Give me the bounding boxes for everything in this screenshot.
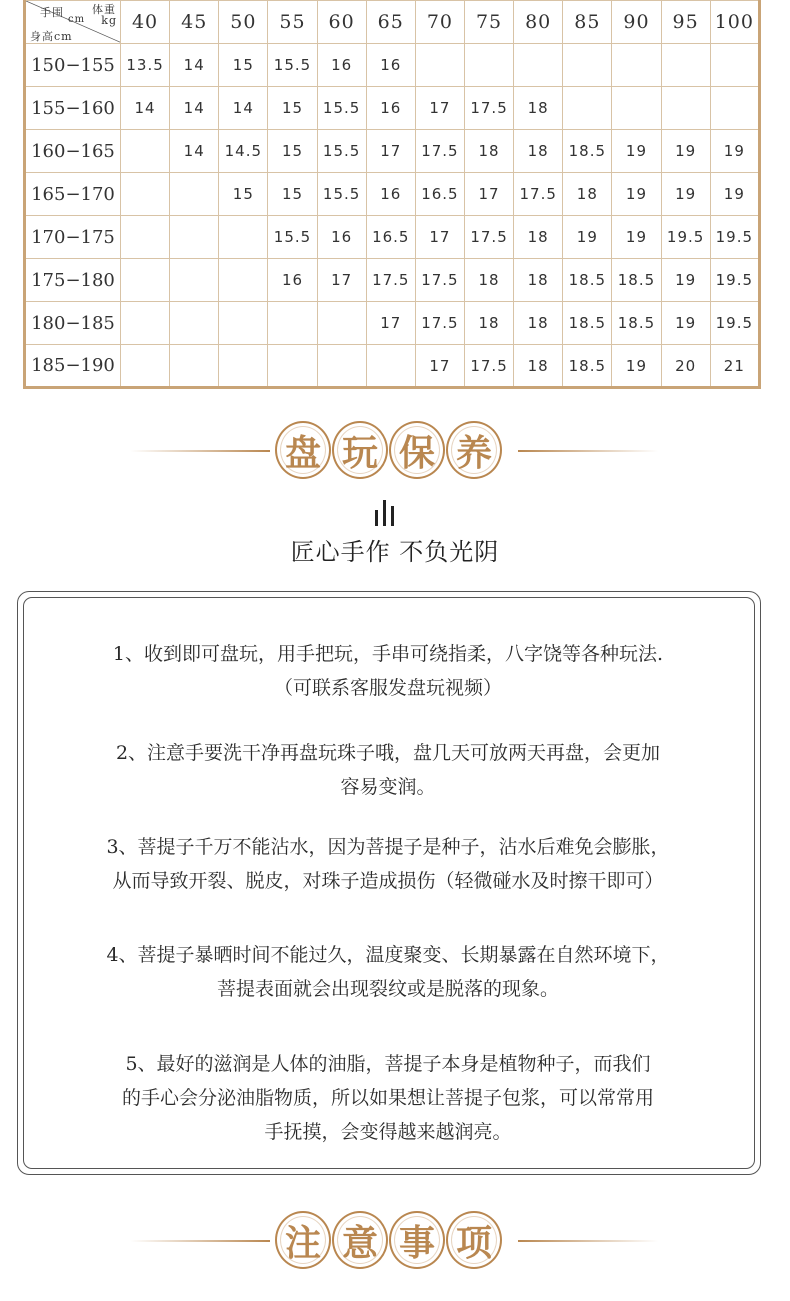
- wrist-size-cell: 17: [415, 87, 464, 130]
- wrist-size-cell: [563, 87, 612, 130]
- wrist-size-cell: 19.5: [710, 259, 759, 302]
- wrist-size-cell: 14: [170, 44, 219, 87]
- wrist-size-cell: [121, 130, 170, 173]
- height-range-cell: 160−165: [25, 130, 121, 173]
- title-char: 项: [446, 1211, 502, 1269]
- wrist-size-cell: 16: [317, 216, 366, 259]
- wrist-size-cell: 17.5: [464, 216, 513, 259]
- wrist-size-cell: 17.5: [415, 302, 464, 345]
- wrist-size-cell: [219, 302, 268, 345]
- wrist-size-cell: 20: [661, 345, 710, 388]
- wrist-size-cell: 13.5: [121, 44, 170, 87]
- title-char: 保: [389, 421, 445, 479]
- wrist-size-cell: [612, 87, 661, 130]
- wrist-size-cell: 16: [366, 87, 415, 130]
- wrist-size-cell: 14.5: [219, 130, 268, 173]
- wrist-size-cell: 17.5: [464, 345, 513, 388]
- wrist-size-cell: [268, 345, 317, 388]
- height-range-cell: 155−160: [25, 87, 121, 130]
- table-header-row: [25, 1, 760, 44]
- wrist-size-cell: 15.5: [268, 216, 317, 259]
- weight-header: 85: [563, 1, 612, 44]
- weight-header: 80: [514, 1, 563, 44]
- wrist-size-cell: [219, 345, 268, 388]
- wrist-size-cell: 19: [612, 130, 661, 173]
- size-row: [25, 259, 760, 302]
- care-section-header: [0, 421, 790, 481]
- decor-bars-icon: [373, 496, 403, 526]
- wrist-size-cell: 19.5: [661, 216, 710, 259]
- height-range-cell: 175−180: [25, 259, 121, 302]
- wrist-size-cell: [170, 345, 219, 388]
- corner-wrist-unit: cm: [68, 14, 86, 25]
- wrist-size-cell: [121, 302, 170, 345]
- size-row: [25, 44, 760, 87]
- title-char: 养: [446, 421, 502, 479]
- wrist-size-cell: 16: [366, 44, 415, 87]
- wrist-size-cell: [170, 302, 219, 345]
- wrist-size-cell: [268, 302, 317, 345]
- wrist-size-cell: 14: [170, 130, 219, 173]
- wrist-size-cell: [661, 87, 710, 130]
- weight-header: 45: [170, 1, 219, 44]
- table-corner-cell: [25, 1, 121, 44]
- tip-line: 容易变润。: [340, 776, 436, 798]
- header-line-right: [518, 1240, 658, 1242]
- wrist-size-cell: 17: [366, 130, 415, 173]
- wrist-size-cell: 18.5: [563, 302, 612, 345]
- wrist-size-cell: 16.5: [415, 173, 464, 216]
- wrist-size-cell: 15: [268, 87, 317, 130]
- wrist-size-cell: [121, 216, 170, 259]
- wrist-size-cell: 18: [514, 216, 563, 259]
- size-row: [25, 173, 760, 216]
- title-char: 注: [275, 1211, 331, 1269]
- height-range-cell: 170−175: [25, 216, 121, 259]
- weight-header: 75: [464, 1, 513, 44]
- wrist-size-cell: 15: [268, 173, 317, 216]
- header-line-right: [518, 450, 658, 452]
- wrist-size-cell: [121, 259, 170, 302]
- wrist-size-cell: 16: [268, 259, 317, 302]
- wrist-size-cell: [612, 44, 661, 87]
- tip-line: 从而导致开裂、脱皮，对珠子造成损伤（轻微碰水及时擦干即可）: [112, 870, 664, 892]
- wrist-size-cell: 15: [219, 173, 268, 216]
- wrist-size-cell: [170, 173, 219, 216]
- wrist-size-cell: [415, 44, 464, 87]
- wrist-size-cell: 19: [661, 259, 710, 302]
- weight-header: 100: [710, 1, 759, 44]
- weight-header: 40: [121, 1, 170, 44]
- wrist-size-cell: 18: [514, 345, 563, 388]
- wrist-size-cell: 18: [514, 87, 563, 130]
- weight-header: 70: [415, 1, 464, 44]
- wrist-size-cell: 16: [366, 173, 415, 216]
- wrist-size-cell: 16: [317, 44, 366, 87]
- wrist-size-cell: 17.5: [514, 173, 563, 216]
- height-range-cell: 185−190: [25, 345, 121, 388]
- wrist-size-cell: 17.5: [464, 87, 513, 130]
- wrist-size-cell: 15: [268, 130, 317, 173]
- size-row: [25, 87, 760, 130]
- wrist-size-cell: 15.5: [317, 87, 366, 130]
- wrist-size-cell: 19: [710, 130, 759, 173]
- wrist-size-cell: 19: [710, 173, 759, 216]
- wrist-size-cell: [317, 345, 366, 388]
- corner-weight-label: 体重: [92, 3, 116, 16]
- weight-header: 95: [661, 1, 710, 44]
- title-char: 意: [332, 1211, 388, 1269]
- care-tip-1: [58, 637, 718, 705]
- wrist-size-cell: [464, 44, 513, 87]
- weight-header: 50: [219, 1, 268, 44]
- wrist-size-cell: 19.5: [710, 302, 759, 345]
- wrist-size-cell: [219, 216, 268, 259]
- notes-section-header: [0, 1211, 790, 1271]
- weight-header: 65: [366, 1, 415, 44]
- wrist-size-cell: [170, 216, 219, 259]
- wrist-size-cell: 15.5: [317, 130, 366, 173]
- wrist-size-cell: 19: [612, 216, 661, 259]
- wrist-size-cell: [121, 173, 170, 216]
- wrist-size-cell: 18: [464, 302, 513, 345]
- title-char: 玩: [332, 421, 388, 479]
- wrist-size-cell: 18: [514, 259, 563, 302]
- wrist-size-cell: 18.5: [563, 259, 612, 302]
- wrist-size-cell: 18.5: [563, 345, 612, 388]
- header-line-left: [130, 450, 270, 452]
- wrist-size-cell: 19: [661, 173, 710, 216]
- wrist-size-cell: 17.5: [415, 259, 464, 302]
- wrist-size-cell: [661, 44, 710, 87]
- wrist-size-cell: 17: [366, 302, 415, 345]
- height-range-cell: 165−170: [25, 173, 121, 216]
- tagline: 匠心手作 不负光阴: [290, 538, 500, 566]
- wrist-size-cell: 15.5: [268, 44, 317, 87]
- wrist-size-cell: 18: [464, 130, 513, 173]
- wrist-size-cell: [366, 345, 415, 388]
- wrist-size-cell: [710, 44, 759, 87]
- wrist-size-cell: [219, 259, 268, 302]
- wrist-size-cell: 17: [415, 216, 464, 259]
- wrist-size-cell: 18: [563, 173, 612, 216]
- care-instructions-box: [17, 591, 761, 1175]
- wrist-size-cell: 14: [121, 87, 170, 130]
- size-chart-table: [23, 0, 761, 389]
- care-tip-2: [58, 736, 718, 804]
- size-row: [25, 130, 760, 173]
- wrist-size-cell: [121, 345, 170, 388]
- height-range-cell: 150−155: [25, 44, 121, 87]
- tip-line: 1、收到即可盘玩，用手把玩，手串可绕指柔，八字饶等各种玩法.: [112, 643, 664, 665]
- wrist-size-cell: 19: [612, 173, 661, 216]
- wrist-size-cell: 18.5: [563, 130, 612, 173]
- wrist-size-cell: 14: [219, 87, 268, 130]
- wrist-size-cell: 19.5: [710, 216, 759, 259]
- wrist-size-cell: 21: [710, 345, 759, 388]
- wrist-size-cell: 16.5: [366, 216, 415, 259]
- wrist-size-cell: 18: [514, 130, 563, 173]
- wrist-size-cell: 14: [170, 87, 219, 130]
- wrist-size-cell: [170, 259, 219, 302]
- weight-header: 60: [317, 1, 366, 44]
- size-row: [25, 216, 760, 259]
- tip-line: 5、最好的滋润是人体的油脂，菩提子本身是植物种子，而我们: [125, 1053, 651, 1075]
- wrist-size-cell: 18: [464, 259, 513, 302]
- tip-line: 的手心会分泌油脂物质，所以如果想让菩提子包浆，可以常常用: [121, 1087, 654, 1109]
- wrist-size-cell: 18: [514, 302, 563, 345]
- care-tip-4: [58, 938, 718, 1006]
- tip-line: 4、菩提子暴晒时间不能过久，温度聚变、长期暴露在自然环境下，: [106, 944, 670, 966]
- title-char: 盘: [275, 421, 331, 479]
- wrist-size-cell: 15.5: [317, 173, 366, 216]
- care-title: [275, 421, 503, 481]
- tip-line: 3、菩提子千万不能沾水，因为菩提子是种子，沾水后难免会膨胀，: [106, 836, 670, 858]
- wrist-size-cell: 17.5: [366, 259, 415, 302]
- size-row: [25, 302, 760, 345]
- tip-line: 手抚摸，会变得越来越润亮。: [264, 1121, 512, 1143]
- tip-line: 菩提表面就会出现裂纹或是脱落的现象。: [216, 978, 559, 1000]
- wrist-size-cell: 17: [415, 345, 464, 388]
- wrist-size-cell: 19: [661, 130, 710, 173]
- wrist-size-cell: [317, 302, 366, 345]
- size-table-body: [25, 44, 760, 388]
- wrist-size-cell: 17: [464, 173, 513, 216]
- care-tip-5: [58, 1047, 718, 1149]
- wrist-size-cell: [710, 87, 759, 130]
- height-range-cell: 180−185: [25, 302, 121, 345]
- wrist-size-cell: 17: [317, 259, 366, 302]
- wrist-size-cell: 17.5: [415, 130, 464, 173]
- wrist-size-cell: 18.5: [612, 302, 661, 345]
- corner-height-label: 身高cm: [30, 30, 73, 43]
- tip-line: 2、注意手要洗干净再盘玩珠子哦，盘几天可放两天再盘，会更加: [115, 742, 661, 764]
- wrist-size-cell: [514, 44, 563, 87]
- size-row: [25, 345, 760, 388]
- title-char: 事: [389, 1211, 445, 1269]
- care-tip-3: [58, 830, 718, 898]
- corner-weight-unit: kg: [101, 14, 117, 27]
- wrist-size-cell: 19: [612, 345, 661, 388]
- wrist-size-cell: 15: [219, 44, 268, 87]
- wrist-size-cell: 19: [661, 302, 710, 345]
- wrist-size-cell: 18.5: [612, 259, 661, 302]
- wrist-size-cell: [563, 44, 612, 87]
- notes-title: [275, 1211, 503, 1271]
- weight-header: 90: [612, 1, 661, 44]
- weight-header: 55: [268, 1, 317, 44]
- corner-wrist-label: 手围: [40, 6, 64, 19]
- tip-line: （可联系客服发盘玩视频）: [273, 677, 502, 699]
- wrist-size-cell: 19: [563, 216, 612, 259]
- header-line-left: [130, 1240, 270, 1242]
